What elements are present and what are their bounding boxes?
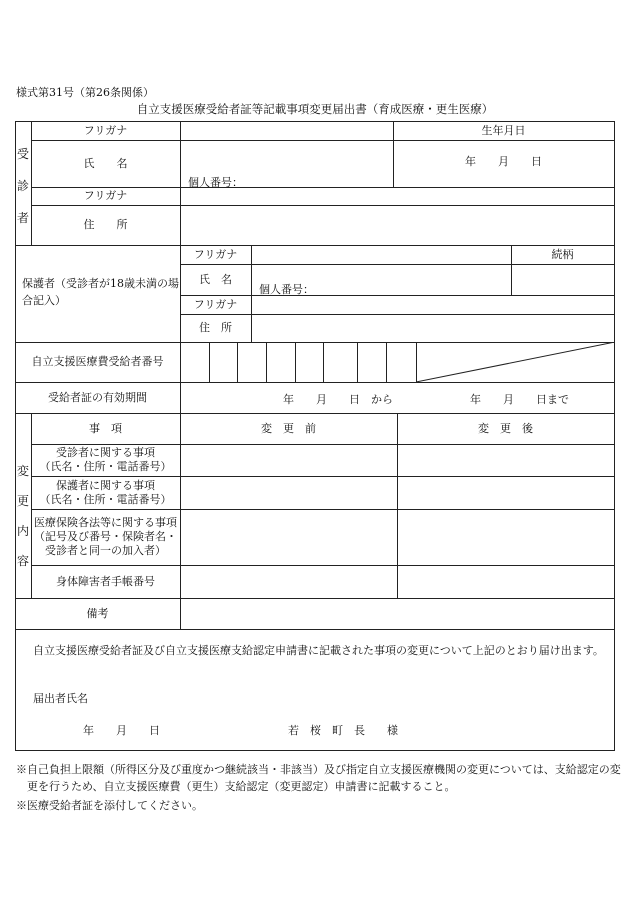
guardian-furigana-label: フリガナ xyxy=(193,247,238,261)
note-change-limit: ※自己負担上限額（所得区分及び重度かつ継続該当・非該当）及び指定自立支援医療機関の変更については、支給認定の変更を行うため、自立支援医療費（更生）支給認定（変更認定）申請書に記載すること。 xyxy=(16,763,621,793)
diagonal-line xyxy=(416,342,615,382)
after-header: 変 更 後 xyxy=(478,421,533,435)
guardian-furigana-field[interactable] xyxy=(252,246,510,264)
guardian-furigana2-field[interactable] xyxy=(252,296,613,314)
recipient-number-digit-8[interactable] xyxy=(387,343,416,382)
form-title: 自立支援医療受給者証等記載事項変更届出書（育成医療・更生医療） xyxy=(136,102,494,116)
change-after-patient-field[interactable] xyxy=(398,445,613,476)
remarks-field[interactable] xyxy=(181,599,613,629)
recipient-number-digit-2[interactable] xyxy=(210,343,237,382)
recipient-number-digit-3[interactable] xyxy=(238,343,266,382)
patient-furigana2-field[interactable] xyxy=(181,188,613,205)
recipient-number-digit-6[interactable] xyxy=(324,343,357,382)
guardian-furigana2-label: フリガナ xyxy=(193,297,238,311)
remarks-label: 備考 xyxy=(86,606,109,620)
guardian-address-label: 住 所 xyxy=(199,321,232,334)
validity-from: 年 月 日 から xyxy=(283,393,393,406)
applicant-label: 届出者氏名 xyxy=(33,692,88,705)
note-attach-certificate: ※医療受給者証を添付してください。 xyxy=(16,799,203,812)
validity-label: 受給者証の有効期間 xyxy=(48,390,147,404)
change-row-label: 医療保険各法等に関する事項 （記号及び番号・保険者名・ 受診者と同一の加入者） xyxy=(34,516,177,557)
patient-furigana2-label: フリガナ xyxy=(83,189,128,202)
patient-side-label: 受 診 者 xyxy=(16,146,29,225)
declaration-recipient: 若 桜 町 長 様 xyxy=(288,724,398,737)
guardian-address-field[interactable] xyxy=(252,315,613,342)
change-after-insurance-field[interactable] xyxy=(398,510,613,565)
patient-birthdate-field[interactable] xyxy=(394,141,613,186)
patient-address-label: 住 所 xyxy=(83,218,128,231)
before-header: 変 更 前 xyxy=(261,421,316,435)
birthdate-format: 年 月 日 xyxy=(465,155,542,168)
change-after-disability-field[interactable] xyxy=(398,566,613,598)
change-row-label: 保護者に関する事項 （氏名・住所・電話番号） xyxy=(39,478,172,506)
patient-address-field[interactable] xyxy=(181,206,613,244)
patient-name-field[interactable] xyxy=(181,141,392,171)
guardian-label: 保護者（受診者が18歳未満の場合記入） xyxy=(22,277,179,307)
recipient-number-label: 自立支援医療費受給者番号 xyxy=(31,355,164,368)
changes-side-label: 変 更 内 容 xyxy=(16,463,29,568)
applicant-name-field[interactable] xyxy=(100,684,500,704)
guardian-name-field[interactable] xyxy=(252,265,510,279)
recipient-number-digit-5[interactable] xyxy=(296,343,323,382)
recipient-number-digit-4[interactable] xyxy=(267,343,295,382)
change-before-disability-field[interactable] xyxy=(181,566,396,598)
recipient-number-digit-1[interactable] xyxy=(181,343,209,382)
change-before-guardian-field[interactable] xyxy=(181,477,396,509)
change-before-patient-field[interactable] xyxy=(181,445,396,476)
patient-furigana-label: フリガナ xyxy=(83,123,128,137)
guardian-name-label: 氏 名 xyxy=(199,272,232,286)
change-row-label: 身体障害者手帳番号 xyxy=(56,574,155,588)
change-row-label: 受診者に関する事項 （氏名・住所・電話番号） xyxy=(39,446,172,473)
patient-furigana-field[interactable] xyxy=(181,122,392,140)
change-before-insurance-field[interactable] xyxy=(181,510,396,565)
birthdate-label: 生年月日 xyxy=(481,123,526,137)
validity-to: 年 月 日まで xyxy=(470,393,569,406)
declaration-text: 自立支援医療受給者証及び自立支援医療支給認定申請書に記載された事項の変更について上記のとおり届け出ます。 xyxy=(22,644,604,657)
relation-label: 続柄 xyxy=(551,247,574,261)
form-number: 様式第31号（第26条関係） xyxy=(16,86,154,99)
guardian-personal-number-label: 個人番号： xyxy=(259,283,314,296)
patient-name-label: 氏 名 xyxy=(83,156,128,170)
item-header: 事 項 xyxy=(89,421,122,435)
patient-personal-number-label: 個人番号： xyxy=(188,176,243,189)
guardian-relation-field[interactable] xyxy=(512,265,613,294)
recipient-number-digit-7[interactable] xyxy=(358,343,386,382)
declaration-date: 年 月 日 xyxy=(83,724,160,737)
change-after-guardian-field[interactable] xyxy=(398,477,613,509)
